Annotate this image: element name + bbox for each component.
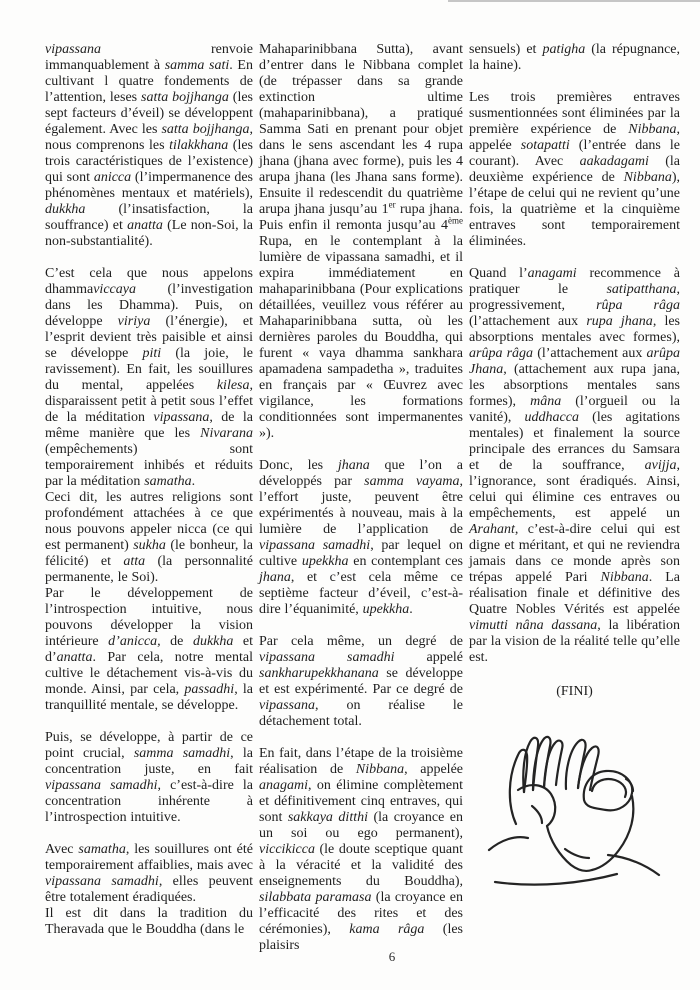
paragraph: Mahaparinibbana Sutta), avant d’entrer dans le Nibbana complet (de trépasser dans sa grande extinction ultime (mahaparinibbana), a pratiqué Samma Sati en prenant pour objet dans le sens ascendant les 4 rupa jhana (jhana avec forme), puis les 4 arupa jhana (les Jhana sans forme). Ensuite il redescendit du quatrième arupa jhana jusqu’au 1er rupa jhana. Puis enfin il remonta jusqu’au 4ème Rupa, en le contemplant à la lumière de vipassana samadhi, et il expira immédiatement en mahaparinibbana (Pour explications détaillées, veuillez vous référer au Mahaparinibbana sutta, où les dernières paroles du Bouddha, qui furent « vaya dhamma sankhara apamadena sampadetha », traduites en français par « Œuvrez avec vigilance, les formations conditionnées sont impermanentes »). — [259, 42, 463, 441]
column-middle-text — [259, 42, 463, 954]
paragraph: Avec samatha, les souillures ont été temporairement affaiblies, mais avec vipassana samadhi, elles peuvent être totalement éradiquées. — [45, 842, 253, 905]
paragraph: En fait, dans l’étape de la troisième réalisation de Nibbana, appelée anagami, on élimine complètement et définitivement cinq entraves, qui sont sakkaya ditthi (la croyance en un soi ou ego permanent), viccikicca (le doute sceptique quant à la véracité et la validité des enseignements du Bouddha), silabbata paramasa (la croyance en l’efficacité des rites et des cérémonies), kama râga (les plaisirs — [259, 746, 463, 953]
illustration-container — [469, 728, 680, 893]
paragraph: C’est cela que nous appelons dhammaviccaya (l’investigation dans les Dhamma). Puis, on développe viriya (l’énergie), et l’esprit devient très paisible et ainsi se développe piti (la joie, le ravissement). En fait, les souillures du mental, appelées kilesa, disparaissent petit à petit sous l’effet de la méditation vipassana, de la même manière que les Nivarana (empêchements) sont temporairement inhibés et réduits par la méditation samatha. — [45, 266, 254, 489]
paragraph: Puis, se développe, à partir de ce point crucial, samma samadhi, la concentration juste, en fait vipassana samadhi, c’est-à-dire la concentration inhérente à l’introspection intuitive. — [45, 730, 253, 825]
paragraph: Il est dit dans la tradition du Theravada que le Bouddha (dans le — [45, 906, 253, 937]
column-right — [469, 42, 680, 954]
paragraph: Ceci dit, les autres religions sont profondément attachées à ce que nous pouvons appeler nicca (ce qui est permanent) sukha (le bonheur, la félicité) et atta (la personnalité permanente, le Soi). — [45, 490, 253, 585]
paragraph: Par le développement de l’introspection intuitive, nous pouvons développer la vision intérieure d’anicca, de dukkha et d’anatta. Par cela, notre mental cultive le détachement vis-à-vis du monde. Ainsi, par cela, passadhi, la tranquillité mentale, se développe. — [45, 586, 254, 713]
column-left — [45, 42, 253, 954]
paragraph: vipassana renvoie immanquablement à samma sati. En cultivant l quatre fondements de l’attention, leses satta bojjhanga (les sept facteurs d’éveil) se développent également. Avec les satta bojjhanga, nous comprenons les tilakkhana (les trois caractéristiques de l’existence) qui sont anicca (l’impermanence des phénomènes mentaux et matériels), dukkha (l’insatisfaction, la souffrance) et anatta (Le non-Soi, la non-substantialité). — [45, 42, 253, 249]
scan-edge-artifact — [448, 0, 700, 2]
page-number: 6 — [388, 949, 396, 964]
column-left-text — [45, 42, 253, 938]
paragraph: Donc, les jhana que l’on a développés par samma vayama, l’effort juste, peuvent être expérimentés à nouveau, mais à la lumière de l’application de vipassana samadhi, par lequel on cultive upekkha en contemplant ces jhana, et c’est cela même ce septième facteur d’éveil, c’est-à-dire l’équanimité, upekkha. — [259, 458, 463, 617]
paragraph: Quand l’anagami recommence à pratiquer le satipatthana, progressivement, rûpa râga (l’attachement aux rupa jhana, les absorptions mentales avec formes), arûpa râga (l’attachement aux arûpa Jhana, (attachement aux rupa jana, les absorptions mentales sans formes), mâna (l’orgueil ou la vanité), uddhacca (les agitations mentales) et finalement la source principale des errances du Samsara et de la souffrance, avijja, l’ignorance, sont éradiqués. Ainsi, celui qui élimine ces entraves ou empêchements, est appelé un Arahant, c’est-à-dire celui qui est digne et méritant, et qui ne reviendra jamais dans ce monde après son trépas appelé Pari Nibbana. La réalisation finale et définitive des Quatre Nobles Vérités est appelée vimutti nâna dassana, la libération par la vision de la réalité telle qu’elle est. — [469, 266, 681, 665]
mudra-hands-illustration — [487, 728, 662, 888]
column-middle — [259, 42, 463, 954]
paragraph: (FINI) — [556, 684, 593, 699]
paragraph: Les trois premières entraves susmentionnées sont éliminées par la première expérience de Nibbana, appelée sotapatti (l’entrée dans le courant). Avec aakadagami (la deuxième expérience de Nibbana), l’étape de celui qui ne revient qu’une fois, la quatrième et la cinquième entraves sont temporairement éliminées. — [469, 90, 681, 249]
text-columns — [45, 42, 680, 954]
paragraph: sensuels) et patigha (la répugnance, la haine). — [469, 42, 680, 73]
column-right-text — [469, 42, 680, 700]
paragraph: Par cela même, un degré de vipassana samadhi appelé sankharupekkhanana se développe et est expérimenté. Par ce degré de vipassana, on réalise le détachement total. — [259, 634, 464, 729]
